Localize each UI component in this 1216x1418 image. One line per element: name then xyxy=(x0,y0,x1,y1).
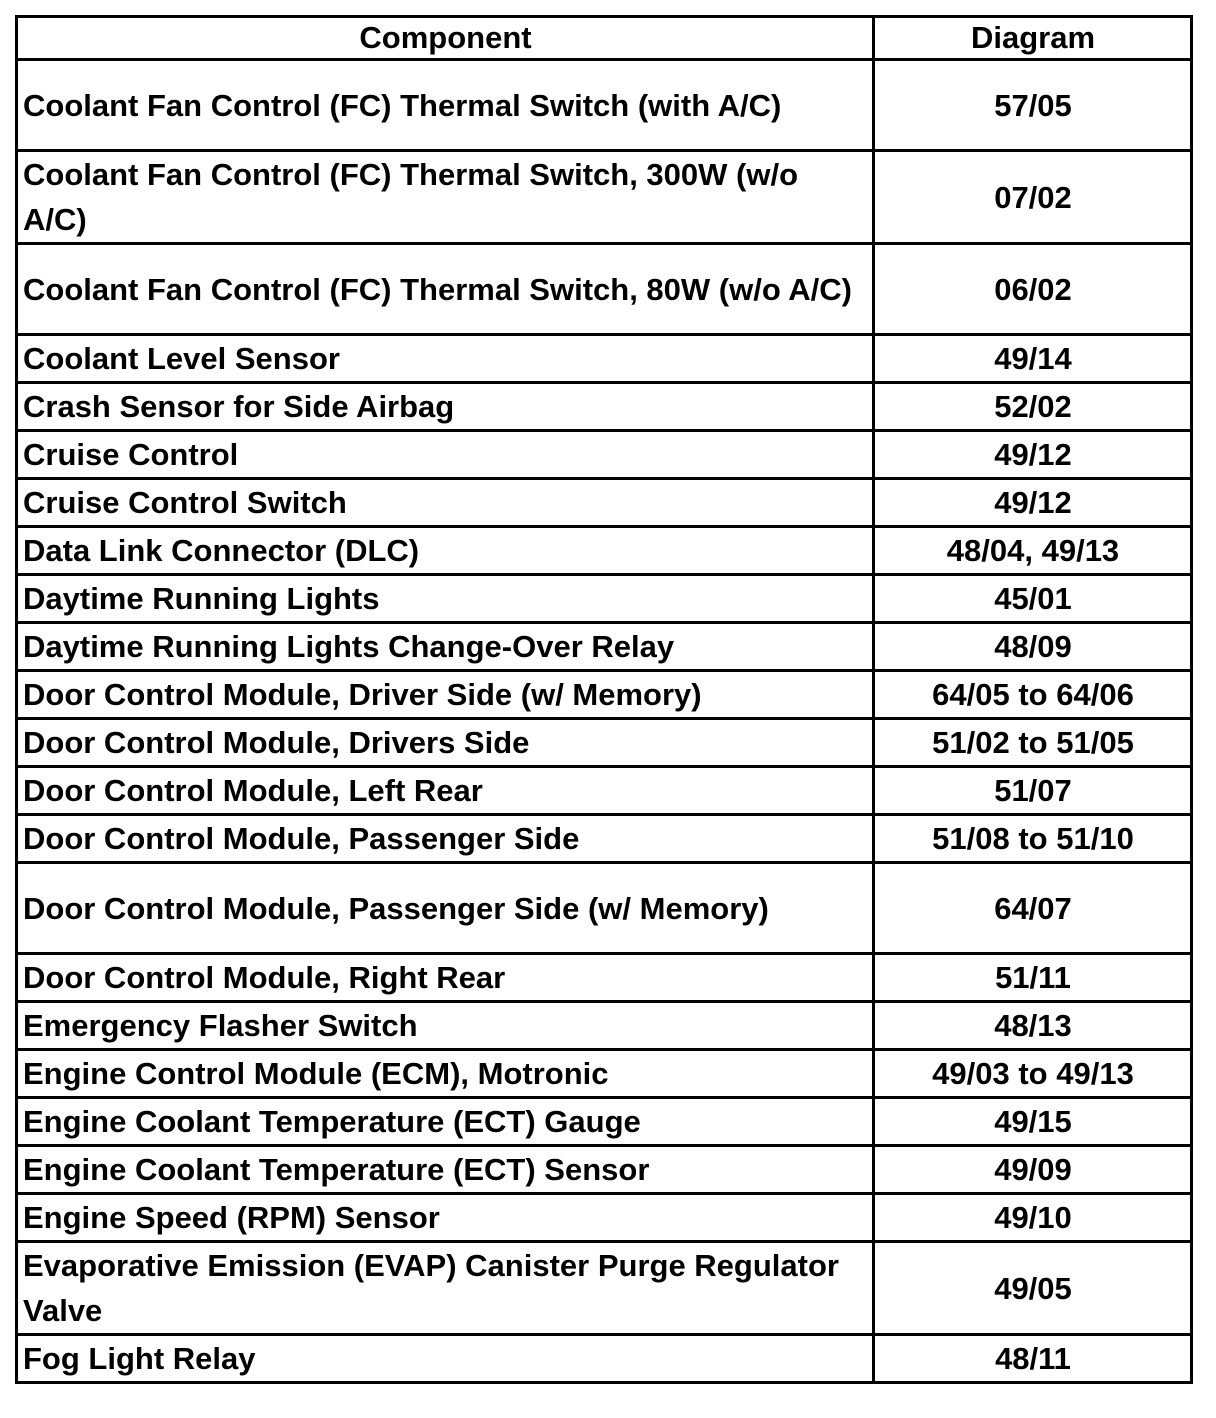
component-cell: Cruise Control Switch xyxy=(17,479,874,527)
table-row xyxy=(17,1146,1192,1194)
component-cell: Crash Sensor for Side Airbag xyxy=(17,383,874,431)
table-row xyxy=(17,1050,1192,1098)
table-row xyxy=(17,244,1192,335)
component-cell: Data Link Connector (DLC) xyxy=(17,527,874,575)
diagram-cell: 64/05 to 64/06 xyxy=(874,671,1192,719)
component-cell: Door Control Module, Passenger Side xyxy=(17,815,874,863)
component-cell: Daytime Running Lights Change-Over Relay xyxy=(17,623,874,671)
diagram-cell: 51/11 xyxy=(874,954,1192,1002)
component-cell: Fog Light Relay xyxy=(17,1335,874,1383)
component-cell: Door Control Module, Left Rear xyxy=(17,767,874,815)
diagram-cell: 51/08 to 51/10 xyxy=(874,815,1192,863)
table-row xyxy=(17,1194,1192,1242)
component-cell: Engine Control Module (ECM), Motronic xyxy=(17,1050,874,1098)
diagram-cell: 48/09 xyxy=(874,623,1192,671)
table-row xyxy=(17,671,1192,719)
diagram-cell: 49/12 xyxy=(874,431,1192,479)
header-row xyxy=(17,17,1192,60)
table-row xyxy=(17,1098,1192,1146)
diagram-cell: 07/02 xyxy=(874,151,1192,244)
component-cell: Door Control Module, Passenger Side (w/ Memory) xyxy=(17,863,874,954)
table-row xyxy=(17,1002,1192,1050)
component-cell: Door Control Module, Drivers Side xyxy=(17,719,874,767)
component-cell: Emergency Flasher Switch xyxy=(17,1002,874,1050)
component-cell: Coolant Fan Control (FC) Thermal Switch, 80W (w/o A/C) xyxy=(17,244,874,335)
table-row xyxy=(17,527,1192,575)
diagram-cell: 48/11 xyxy=(874,1335,1192,1383)
diagram-cell: 49/03 to 49/13 xyxy=(874,1050,1192,1098)
component-cell: Evaporative Emission (EVAP) Canister Purge Regulator Valve xyxy=(17,1242,874,1335)
table-row xyxy=(17,1335,1192,1383)
component-cell: Engine Coolant Temperature (ECT) Gauge xyxy=(17,1098,874,1146)
diagram-cell: 48/13 xyxy=(874,1002,1192,1050)
component-cell: Daytime Running Lights xyxy=(17,575,874,623)
component-cell: Coolant Fan Control (FC) Thermal Switch, 300W (w/o A/C) xyxy=(17,151,874,244)
header-component: Component xyxy=(17,17,874,60)
diagram-cell: 49/12 xyxy=(874,479,1192,527)
table-row xyxy=(17,863,1192,954)
component-cell: Coolant Fan Control (FC) Thermal Switch (with A/C) xyxy=(17,60,874,151)
table-row xyxy=(17,575,1192,623)
component-cell: Engine Coolant Temperature (ECT) Sensor xyxy=(17,1146,874,1194)
table-row xyxy=(17,623,1192,671)
diagram-cell: 52/02 xyxy=(874,383,1192,431)
table-row xyxy=(17,479,1192,527)
table-row xyxy=(17,151,1192,244)
diagram-cell: 51/02 to 51/05 xyxy=(874,719,1192,767)
diagram-cell: 51/07 xyxy=(874,767,1192,815)
diagram-cell: 06/02 xyxy=(874,244,1192,335)
component-cell: Door Control Module, Right Rear xyxy=(17,954,874,1002)
diagram-cell: 57/05 xyxy=(874,60,1192,151)
component-cell: Door Control Module, Driver Side (w/ Memory) xyxy=(17,671,874,719)
table-row xyxy=(17,954,1192,1002)
table-row xyxy=(17,767,1192,815)
table-row xyxy=(17,815,1192,863)
table-row xyxy=(17,719,1192,767)
diagram-cell: 49/10 xyxy=(874,1194,1192,1242)
table-row xyxy=(17,335,1192,383)
component-cell: Cruise Control xyxy=(17,431,874,479)
table-row xyxy=(17,60,1192,151)
component-diagram-table xyxy=(15,15,1193,1384)
component-cell: Engine Speed (RPM) Sensor xyxy=(17,1194,874,1242)
diagram-cell: 64/07 xyxy=(874,863,1192,954)
header-diagram: Diagram xyxy=(874,17,1192,60)
diagram-cell: 49/09 xyxy=(874,1146,1192,1194)
table-row xyxy=(17,1242,1192,1335)
table-row xyxy=(17,383,1192,431)
diagram-cell: 45/01 xyxy=(874,575,1192,623)
table-row xyxy=(17,431,1192,479)
diagram-cell: 49/15 xyxy=(874,1098,1192,1146)
diagram-cell: 48/04, 49/13 xyxy=(874,527,1192,575)
diagram-cell: 49/14 xyxy=(874,335,1192,383)
component-cell: Coolant Level Sensor xyxy=(17,335,874,383)
diagram-cell: 49/05 xyxy=(874,1242,1192,1335)
